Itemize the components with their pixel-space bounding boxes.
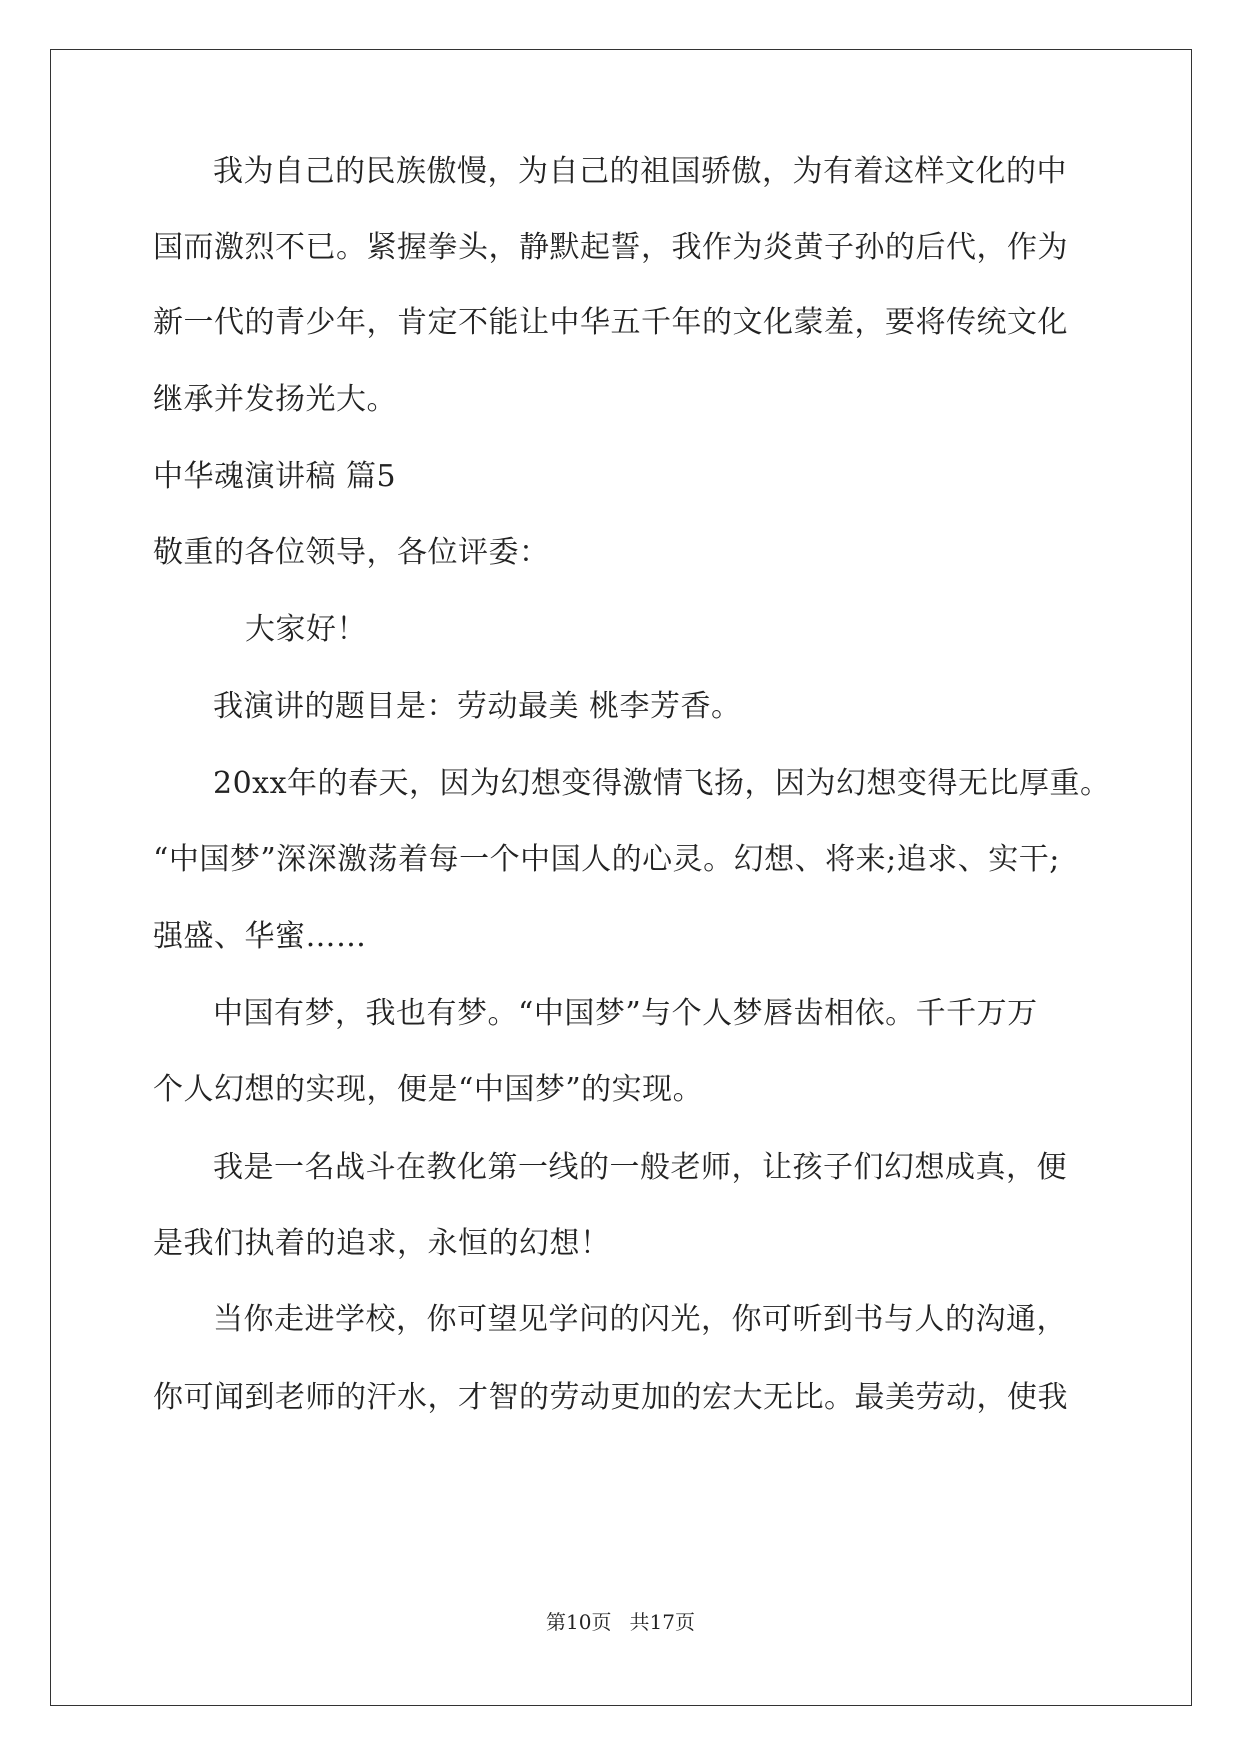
paragraph-line: 中国有梦，我也有梦。“中国梦”与个人梦唇齿相依。千千万万 [213, 996, 1038, 1031]
current-page-number: 第10页 [546, 1610, 612, 1634]
paragraph-line: 20xx年的春天，因为幻想变得激情飞扬，因为幻想变得无比厚重。 [213, 766, 1111, 801]
paragraph-line: 国而激烈不已。紧握拳头，静默起誓，我作为炎黄子孙的后代，作为 [153, 230, 1068, 265]
paragraph-line: 我演讲的题目是：劳动最美 桃李芳香。 [213, 689, 742, 724]
paragraph-line: 新一代的青少年，肯定不能让中华五千年的文化蒙羞，要将传统文化 [153, 305, 1068, 340]
paragraph-line: “中国梦”深深激荡着每一个中国人的心灵。幻想、将来;追求、实干; [153, 842, 1060, 877]
salutation: 敬重的各位领导，各位评委： [153, 535, 550, 570]
total-page-count: 共17页 [629, 1610, 695, 1634]
paragraph-line: 是我们执着的追求，永恒的幻想！ [153, 1226, 611, 1261]
paragraph-line: 强盛、华蜜…… [153, 919, 367, 954]
page-footer [0, 1610, 1241, 1634]
paragraph-line: 我为自己的民族傲慢，为自己的祖国骄傲，为有着这样文化的中 [213, 154, 1067, 189]
section-heading: 中华魂演讲稿 篇5 [153, 459, 397, 494]
paragraph-line: 我是一名战斗在教化第一线的一般老师，让孩子们幻想成真，便 [213, 1150, 1067, 1185]
paragraph-line: 继承并发扬光大。 [153, 382, 397, 417]
paragraph-line: 个人幻想的实现，便是“中国梦”的实现。 [153, 1072, 704, 1107]
greeting: 大家好！ [245, 612, 367, 647]
paragraph-line: 你可闻到老师的汗水，才智的劳动更加的宏大无比。最美劳动，使我 [153, 1380, 1068, 1415]
paragraph-line: 当你走进学校，你可望见学问的闪光，你可听到书与人的沟通， [213, 1302, 1067, 1337]
